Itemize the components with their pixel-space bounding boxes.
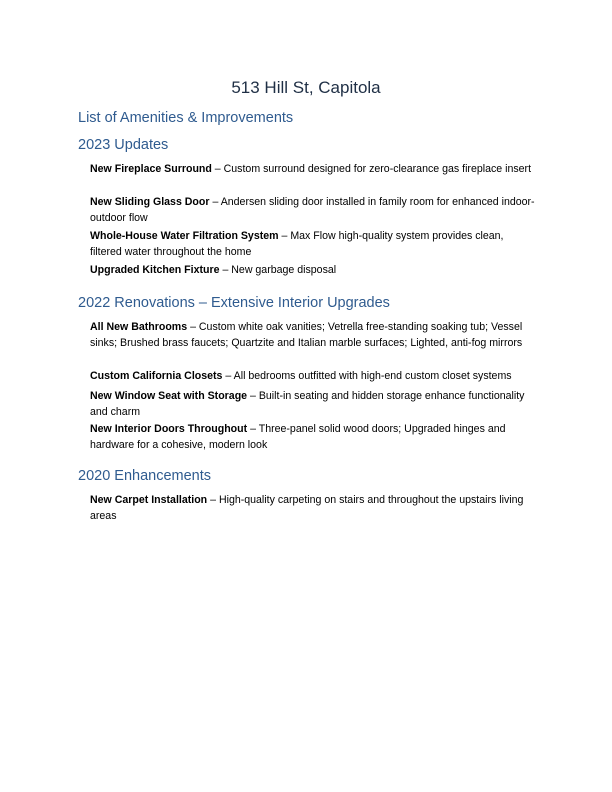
item-separator: – (247, 390, 259, 402)
list-item (90, 319, 535, 351)
item-description: Three-panel solid wood doors; Upgraded hinges and hardware for a cohesive, modern look (90, 423, 506, 451)
item-name: Upgraded Kitchen Fixture (90, 264, 220, 276)
item-name: Whole-House Water Filtration System (90, 230, 279, 242)
item-separator: – (247, 423, 259, 435)
item-description: High-quality carpeting on stairs and throughout the upstairs living areas (90, 494, 524, 522)
item-description: Built-in seating and hidden storage enhance functionality and charm (90, 390, 525, 418)
item-separator: – (211, 163, 224, 175)
item-name: New Fireplace Surround (90, 163, 212, 175)
item-description: All bedrooms outfitted with high-end custom closet systems (233, 370, 512, 382)
item-separator: – (278, 230, 291, 242)
item-separator: – (187, 321, 199, 333)
item-description: Custom surround designed for zero-clearance gas fireplace insert (223, 163, 532, 175)
item-separator: – (207, 494, 219, 506)
section-heading-2020: 2020 Enhancements (78, 468, 212, 484)
page-title: 513 Hill St, Capitola (231, 78, 381, 97)
list-item (90, 262, 535, 278)
list-item (90, 161, 535, 177)
item-name: All New Bathrooms (90, 321, 188, 333)
list-item (90, 421, 535, 453)
item-description: New garbage disposal (231, 264, 337, 276)
item-separator: – (209, 196, 221, 208)
item-name: New Sliding Glass Door (90, 196, 210, 208)
list-item (90, 492, 535, 524)
section-heading-2023: 2023 Updates (78, 137, 169, 153)
section-heading-2022: 2022 Renovations – Extensive Interior Upgrades (78, 295, 390, 311)
item-separator: – (222, 370, 234, 382)
list-item (90, 228, 535, 260)
item-name: New Interior Doors Throughout (90, 423, 248, 435)
item-name: New Carpet Installation (90, 494, 208, 506)
item-separator: – (219, 264, 232, 276)
list-item (90, 368, 535, 384)
item-description: Max Flow high-quality system provides clean, filtered water throughout the home (90, 230, 504, 258)
item-description: Custom white oak vanities; Vetrella free-standing soaking tub; Vessel sinks; Brushed brass faucets; Quartzite and Italian marble surfaces; Lighted, anti-fog mirrors (90, 321, 523, 349)
list-item (90, 194, 535, 226)
document-subtitle: List of Amenities & Improvements (78, 110, 294, 126)
item-name: Custom California Closets (90, 370, 223, 382)
list-item (90, 388, 535, 420)
item-name: New Window Seat with Storage (90, 390, 248, 402)
item-description: Andersen sliding door installed in family room for enhanced indoor-outdoor flow (90, 196, 535, 224)
